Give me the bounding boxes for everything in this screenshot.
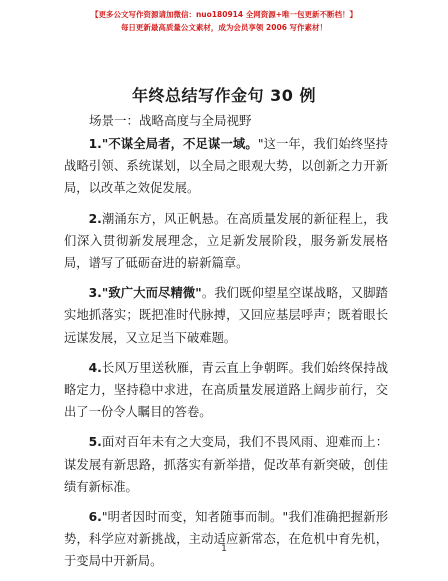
paragraph-text: 潮涌东方，风正帆悬。在高质量发展的新征程上，我们深入贯彻新发展理念，立足新发展阶段，服务新发展格局，谱写了砥砺奋进的崭新篇章。 (64, 211, 388, 271)
paragraph-1 (64, 133, 388, 200)
paragraph-text: 。我们既仰望星空谋战略，又脚踏实地抓落实；既把准时代脉搏，又回应基层呼声；既着眼长远谋发展，又立足当下破难题。 (64, 286, 388, 345)
page-number: 1 (221, 544, 227, 554)
paragraph-text: 面对百年未有之大变局，我们不畏风雨、迎难而上：谋发展有新思路，抓落实有新举措，促改革有新突破，创佳绩有新标准。 (64, 435, 388, 494)
paragraph-number: 3. (88, 286, 102, 301)
promo-banner-line-1: 【更多公文写作资源请加微信：nuo180914 全网资源+唯一包更新不断档！】 (90, 10, 358, 19)
paragraph-2 (64, 208, 388, 275)
paragraph-5 (64, 431, 388, 498)
paragraph-3 (64, 282, 388, 349)
promo-banner-line-2: 每日更新最高质量公文素材，成为会员享领 2006 写作素材！ (120, 23, 328, 32)
paragraph-text: "这一年，我们始终坚持战略引领、系统谋划，以全局之眼观大势，以创新之力开新局，以改革之效促发展。 (64, 137, 388, 196)
scene-heading: 场景一：战略高度与全局视野 (89, 113, 252, 128)
paragraph-number: 6. (88, 510, 102, 525)
paragraph-text: "明者因时而变，知者随事而制。"我们准确把握新形势，科学应对新挑战，主动适应新常态，在危机中育先机，于变局中开新局。 (64, 510, 388, 569)
paragraph-number: 2. (88, 211, 102, 226)
paragraph-text: 长风万里送秋雁，青云直上争朝晖。我们始终保持战略定力，坚持稳中求进，在高质量发展道路上阔步前行，交出了一份令人瞩目的答卷。 (64, 360, 388, 420)
paragraph-number: 1. (88, 137, 102, 151)
paragraph-number: 4. (88, 360, 102, 375)
paragraph-emphasis: "致广大而尽精微" (101, 286, 202, 301)
document-title: 年终总结写作金句 30 例 (132, 86, 316, 105)
document-body (64, 133, 388, 581)
paragraph-6 (64, 506, 388, 573)
paragraph-emphasis: "不谋全局者，不足谋一域。 (101, 137, 258, 151)
paragraph-4 (64, 357, 388, 424)
paragraph-number: 5. (88, 435, 102, 450)
